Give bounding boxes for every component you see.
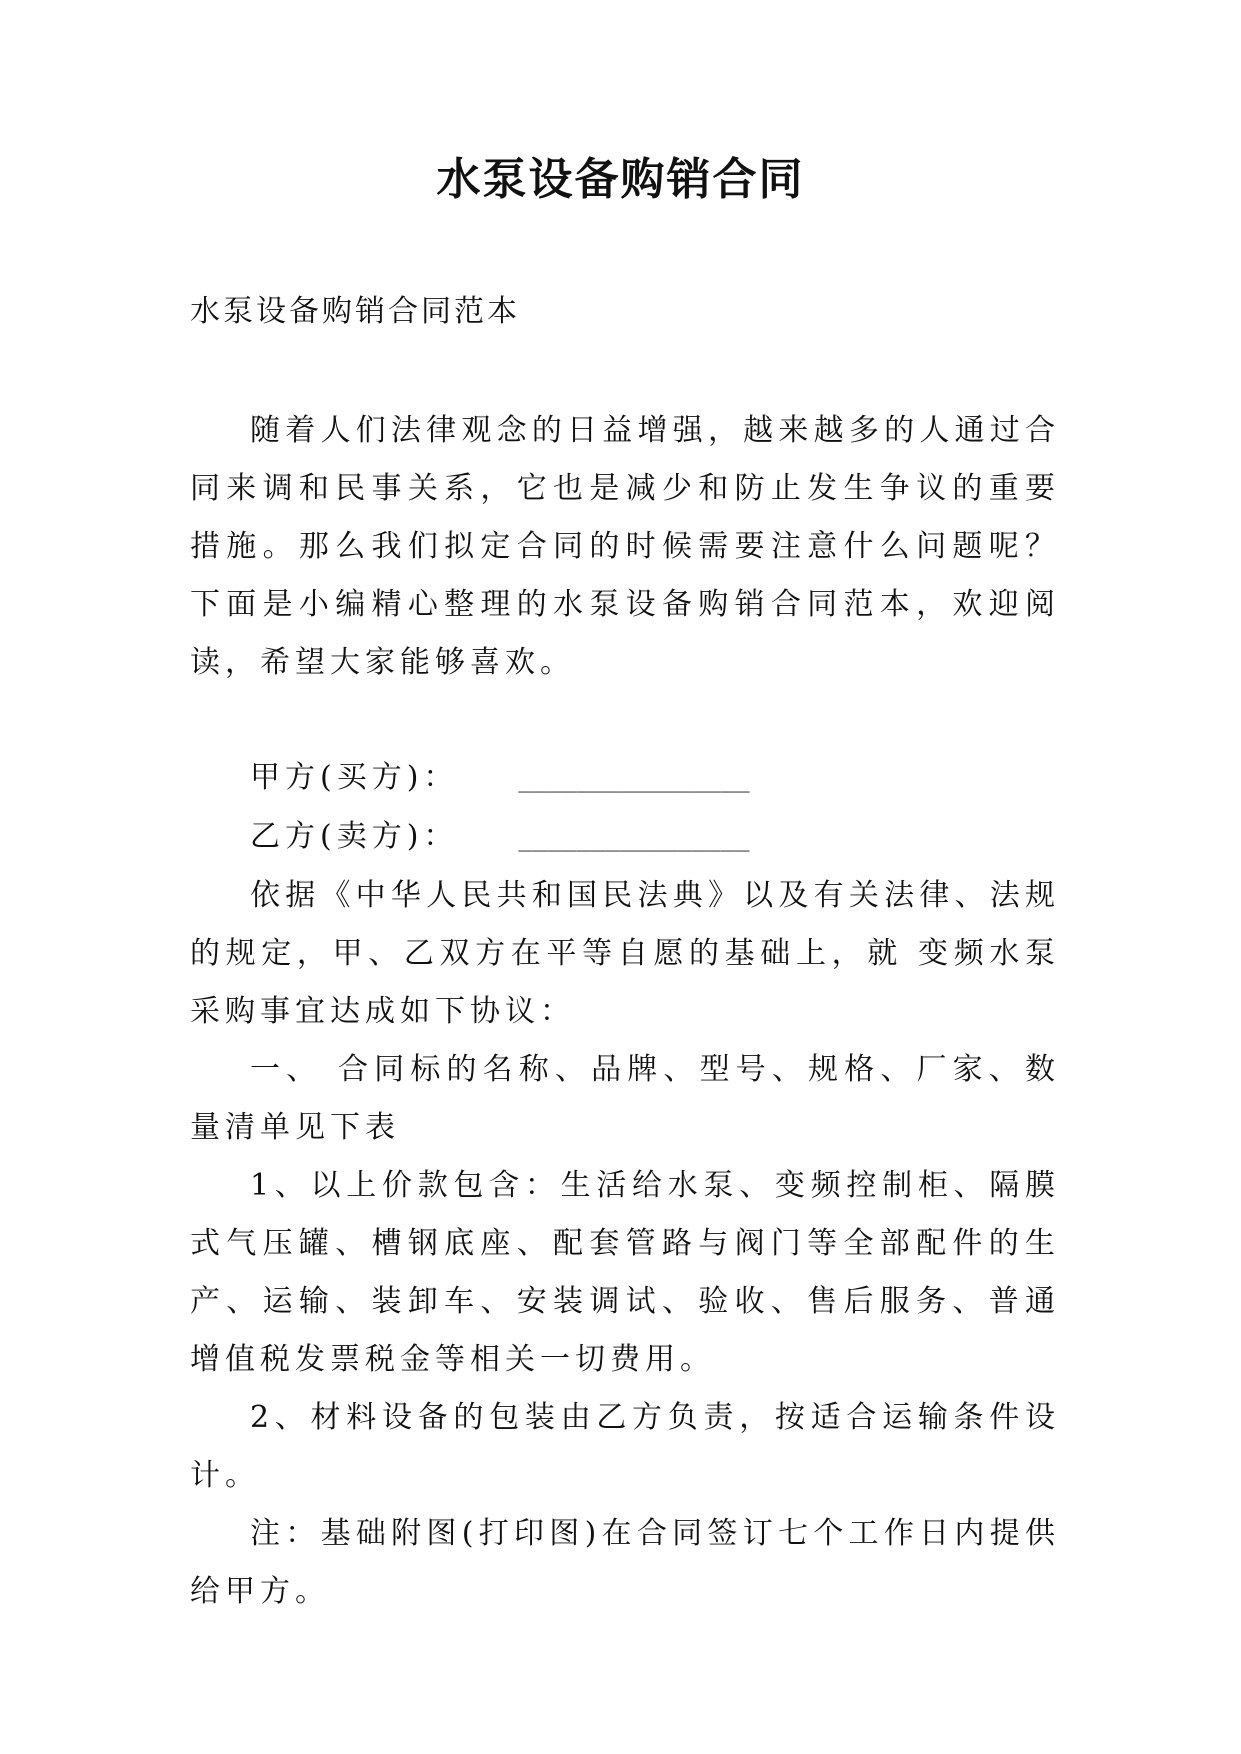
party-a-line [190,749,1060,808]
contract-body [190,749,1060,1621]
party-b-blank-field[interactable]: ________________ [518,824,750,852]
item-1-paragraph: 1、以上价款包含：生活给水泵、变频控制柜、隔膜式气压罐、槽钢底座、配套管路与阀门等全部配件的生产、运输、装卸车、安装调试、验收、售后服务、普通增值税发票税金等相关一切费用。 [190,1168,1060,1377]
party-a-label: 甲方(买方)： [250,760,459,795]
item-2-paragraph: 2、材料设备的包装由乙方负责，按适合运输条件设计。 [190,1400,1060,1493]
intro-paragraph: 随着人们法律观念的日益增强，越来越多的人通过合同来调和民事关系，它也是减少和防止发生争议的重要措施。那么我们拟定合同的时候需要注意什么问题呢？下面是小编精心整理的水泵设备购销合同范本，欢迎阅读，希望大家能够喜欢。 [190,413,1060,680]
party-b-label: 乙方(卖方)： [250,819,459,854]
document-title: 水泵设备购销合同 [436,154,805,205]
document-subtitle: 水泵设备购销合同范本 [190,294,520,329]
note-paragraph: 注：基础附图(打印图)在合同签订七个工作日内提供给甲方。 [190,1516,1060,1609]
party-a-blank-field[interactable]: ________________ [518,765,750,793]
clause-1-paragraph: 一、 合同标的名称、品牌、型号、规格、厂家、数量清单见下表 [190,1052,1060,1145]
intro-section [190,402,1060,692]
basis-paragraph: 依据《中华人民共和国民法典》以及有关法律、法规的规定，甲、乙双方在平等自愿的基础上，就 变频水泵采购事宜达成如下协议： [190,878,1060,1029]
party-b-line [190,808,1060,867]
